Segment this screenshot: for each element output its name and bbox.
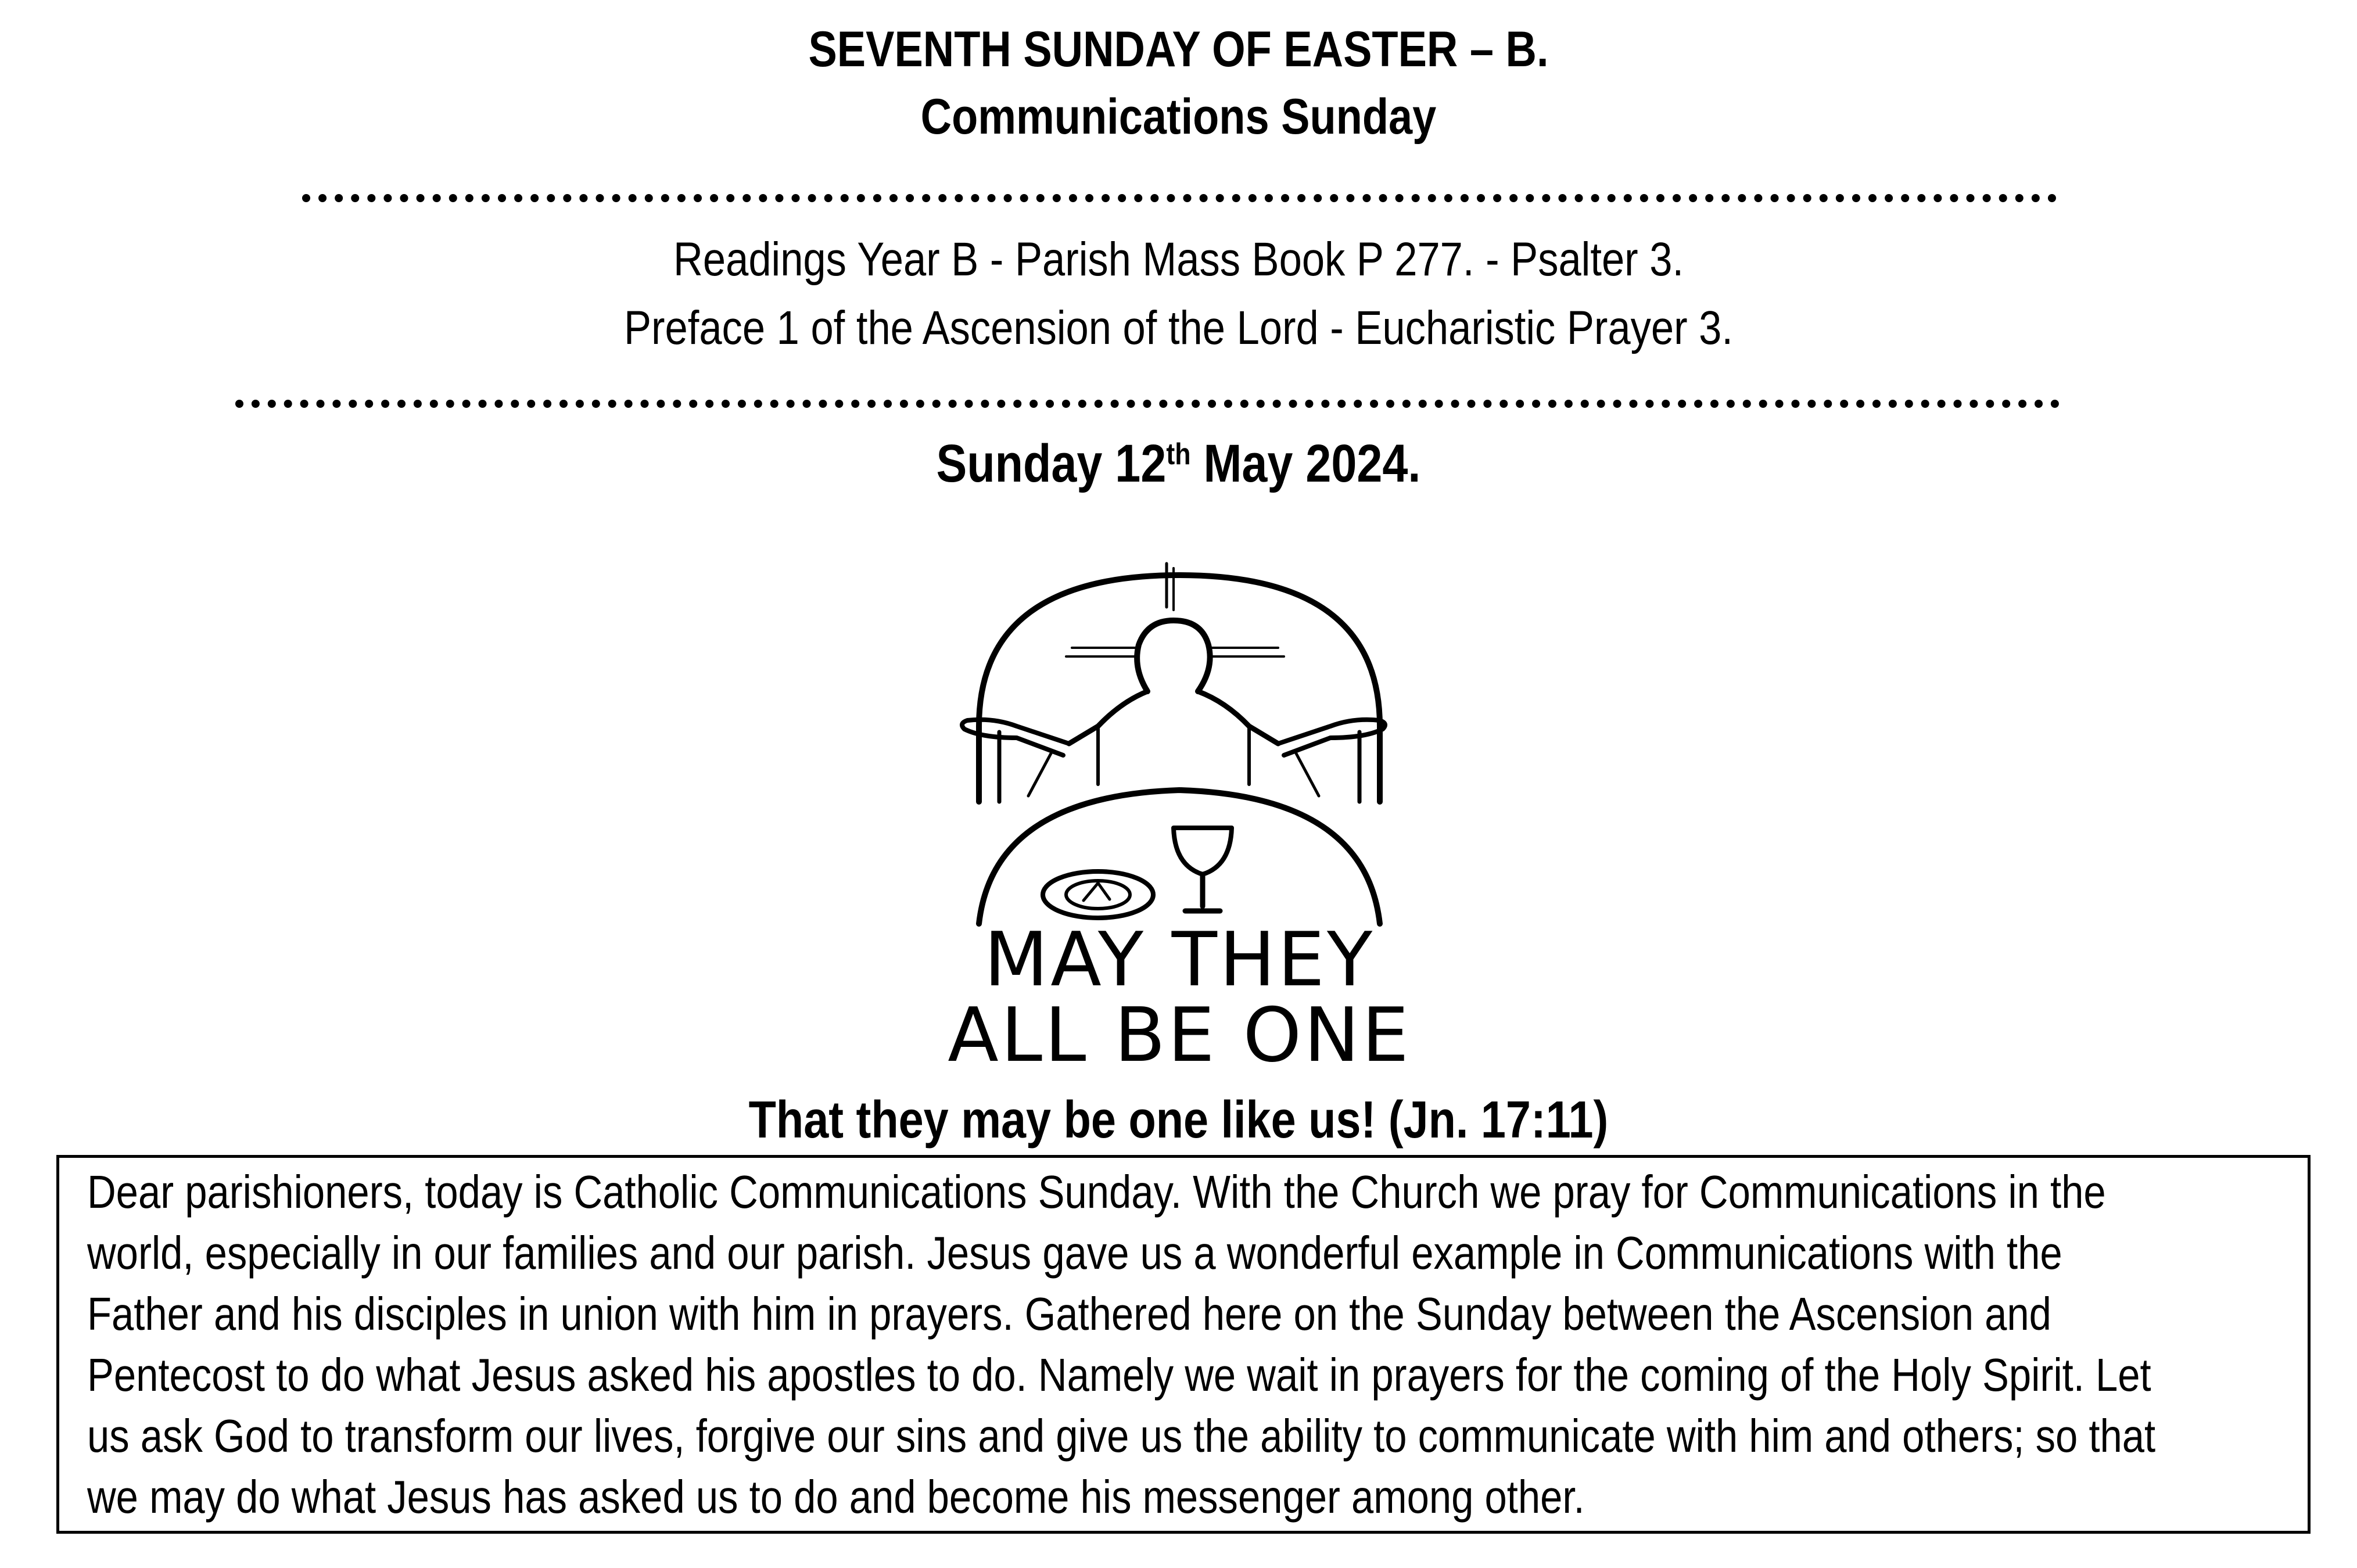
logo-text-line-2: ALL BE ONE <box>948 992 1411 1079</box>
logo-text-line-1: MAY THEY <box>984 917 1375 1003</box>
message-box <box>56 1155 2311 1534</box>
message-paragraph: Dear parishioners, today is Catholic Communications Sunday. With the Church we pray for Communications in the world, especially in our families and our parish. Jesus gave us a wonderful example in Communications with the Father and his disciples in union with him in prayers. Gathered here on the Sunday between the Ascension and Pentecost to do what Jesus asked his apostles to do. Namely we wait in prayers for the coming of the Holy Spirit. Let us ask God to transform our lives, forgive our sins and give us the ability to communicate with him and others; so that we may do what Jesus has asked us to do and become his messenger among other. <box>87 1166 2156 1523</box>
date-heading <box>165 429 2192 498</box>
date-day: Sunday 12 <box>936 434 1167 493</box>
page-title: SEVENTH SUNDAY OF EASTER – B. <box>808 21 1549 77</box>
preface-line: Preface 1 of the Ascension of the Lord - Eucharistic Prayer 3. <box>624 302 1733 354</box>
readings-line: Readings Year B - Parish Mass Book P 277. - Psalter 3. <box>673 233 1684 286</box>
date-month-year: May 2024. <box>1190 434 1421 493</box>
scripture-quote: That they may be one like us! (Jn. 17:11) <box>748 1091 1609 1149</box>
dotted-divider-bottom <box>235 400 2060 408</box>
page-subtitle: Communications Sunday <box>920 89 1437 145</box>
date-ordinal: th <box>1166 437 1191 471</box>
dotted-divider-top <box>302 194 2057 202</box>
